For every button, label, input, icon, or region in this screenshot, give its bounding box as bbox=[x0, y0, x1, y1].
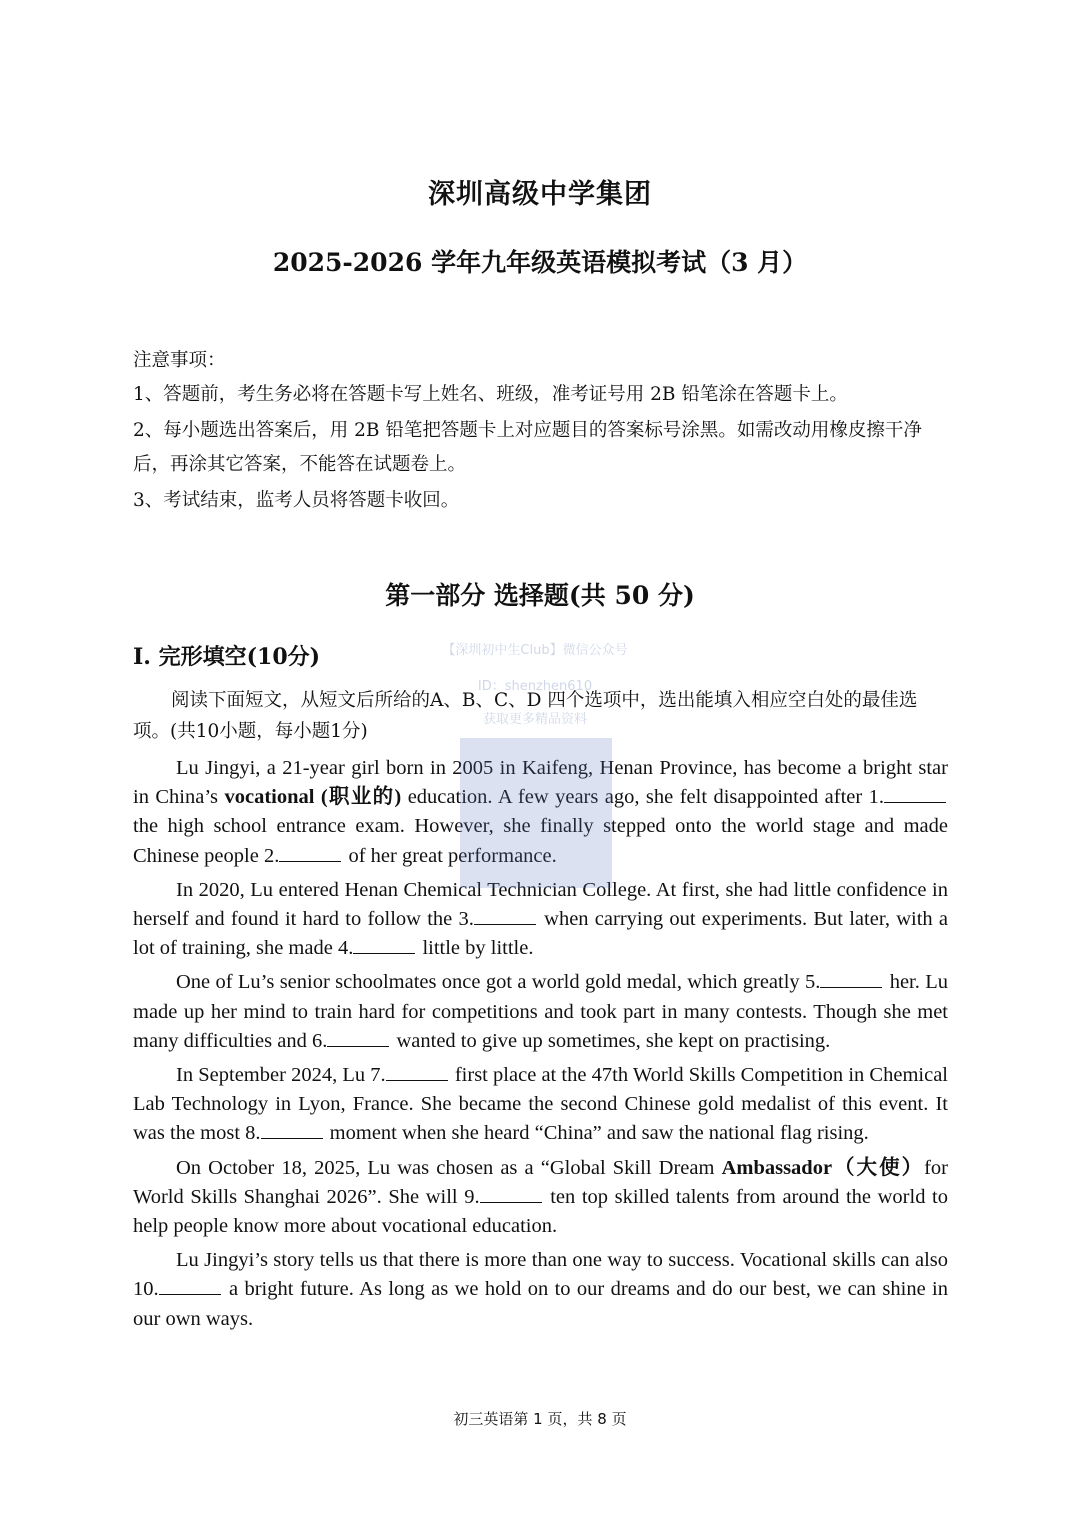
watermark-line-2: ID：shenzhen610 bbox=[477, 679, 593, 694]
text-run: of her great performance. bbox=[343, 844, 557, 867]
passage-paragraph-5 bbox=[133, 1154, 948, 1242]
part1-title: 第一部分 选择题(共 50 分) bbox=[385, 581, 695, 610]
exam-title: 2025-2026 学年九年级英语模拟考试（3 月） bbox=[272, 248, 808, 277]
notes-item-1: 1、答题前，考生务必将在答题卡写上姓名、班级，准考证号用 2B 铅笔涂在答题卡上。 bbox=[133, 384, 848, 405]
bold-term: vocational (职业的) bbox=[224, 786, 402, 809]
school-name: 深圳高级中学集团 bbox=[428, 179, 652, 210]
text-run: her. Lu made up her mind to train hard for competitions and took part in many contests. Though she met many difficulties and 6. bbox=[133, 971, 948, 1052]
text-run: In September 2024, Lu 7. bbox=[176, 1064, 386, 1087]
blank-3 bbox=[474, 906, 536, 925]
cloze-passage bbox=[133, 754, 948, 1339]
text-run: for World Skills Shanghai 2026”. She will 9. bbox=[133, 1156, 948, 1208]
passage-paragraph-6 bbox=[133, 1246, 948, 1334]
blank-2 bbox=[279, 843, 341, 862]
page-footer: 初三英语第 1 页，共 8 页 bbox=[453, 1410, 627, 1428]
text-run: first place at the 47th World Skills Competition in Chemical Lab Technology in Lyon, France. She became the second Chinese gold medalist of this event. It was the most 8. bbox=[133, 1064, 948, 1145]
text-run: Lu Jingyi’s story tells us that there is more than one way to success. Vocational skills can also 10. bbox=[133, 1249, 948, 1301]
watermark-line-1: 【深圳初中生Club】微信公众号 bbox=[442, 643, 628, 658]
watermark-line-3: 获取更多精品资料 bbox=[482, 712, 587, 727]
blank-6 bbox=[327, 1028, 389, 1047]
blank-4 bbox=[353, 935, 415, 954]
blank-1 bbox=[884, 784, 946, 803]
text-run: ten top skilled talents from around the world to help people know more about vocational education. bbox=[133, 1185, 949, 1238]
passage-paragraph-4 bbox=[133, 1061, 948, 1149]
text-run: when carrying out experiments. But later, with a lot of training, she made 4. bbox=[133, 908, 948, 960]
blank-8 bbox=[261, 1120, 323, 1139]
notes-item-3: 3、考试结束，监考人员将答题卡收回。 bbox=[133, 490, 460, 511]
blank-10 bbox=[159, 1276, 221, 1295]
bold-term: Ambassador（大使） bbox=[721, 1156, 925, 1179]
passage-paragraph-3 bbox=[133, 968, 948, 1056]
passage-paragraph-2 bbox=[133, 876, 948, 964]
notes-heading: 注意事项： bbox=[133, 350, 226, 371]
section1-heading: I. 完形填空(10分) bbox=[133, 644, 321, 670]
notes-item-2: 2、每小题选出答案后，用 2B 铅笔把答题卡上对应题目的答案标号涂黑。如需改动用橡皮擦干净后，再涂其它答案，不能答在试题卷上。 bbox=[133, 420, 922, 475]
passage-paragraph-1 bbox=[133, 754, 948, 871]
section1-instructions: 阅读下面短文，从短文后所给的A、B、C、D 四个选项中，选出能填入相应空白处的最佳选项。(共10小题，每小题1分) bbox=[133, 690, 918, 742]
text-run: Lu Jingyi, a 21-year girl born in 2005 in Kaifeng, Henan Province, has become a bright star in China’s bbox=[133, 757, 948, 809]
text-run: One of Lu’s senior schoolmates once got a world gold medal, which greatly 5. bbox=[176, 971, 821, 994]
text-run: On October 18, 2025, Lu was chosen as a “Global Skill Dream bbox=[176, 1156, 722, 1179]
blank-9 bbox=[480, 1184, 542, 1203]
text-run: education. A few years ago, she felt disappointed after 1. bbox=[401, 786, 885, 809]
blank-7 bbox=[386, 1062, 448, 1081]
notes-block bbox=[133, 344, 951, 520]
text-run: wanted to give up sometimes, she kept on practising. bbox=[391, 1029, 831, 1052]
text-run: the high school entrance exam. However, she finally stepped onto the world stage and made Chinese people 2. bbox=[133, 815, 948, 867]
text-run: little by little. bbox=[417, 937, 534, 960]
text-run: a bright future. As long as we hold on to our dreams and do our best, we can shine in our own ways. bbox=[133, 1278, 948, 1330]
blank-5 bbox=[820, 969, 882, 988]
text-run: In 2020, Lu entered Henan Chemical Technician College. At first, she had little confidence in herself and found it hard to follow the 3. bbox=[133, 878, 948, 931]
text-run: moment when she heard “China” and saw the national flag rising. bbox=[324, 1122, 869, 1145]
